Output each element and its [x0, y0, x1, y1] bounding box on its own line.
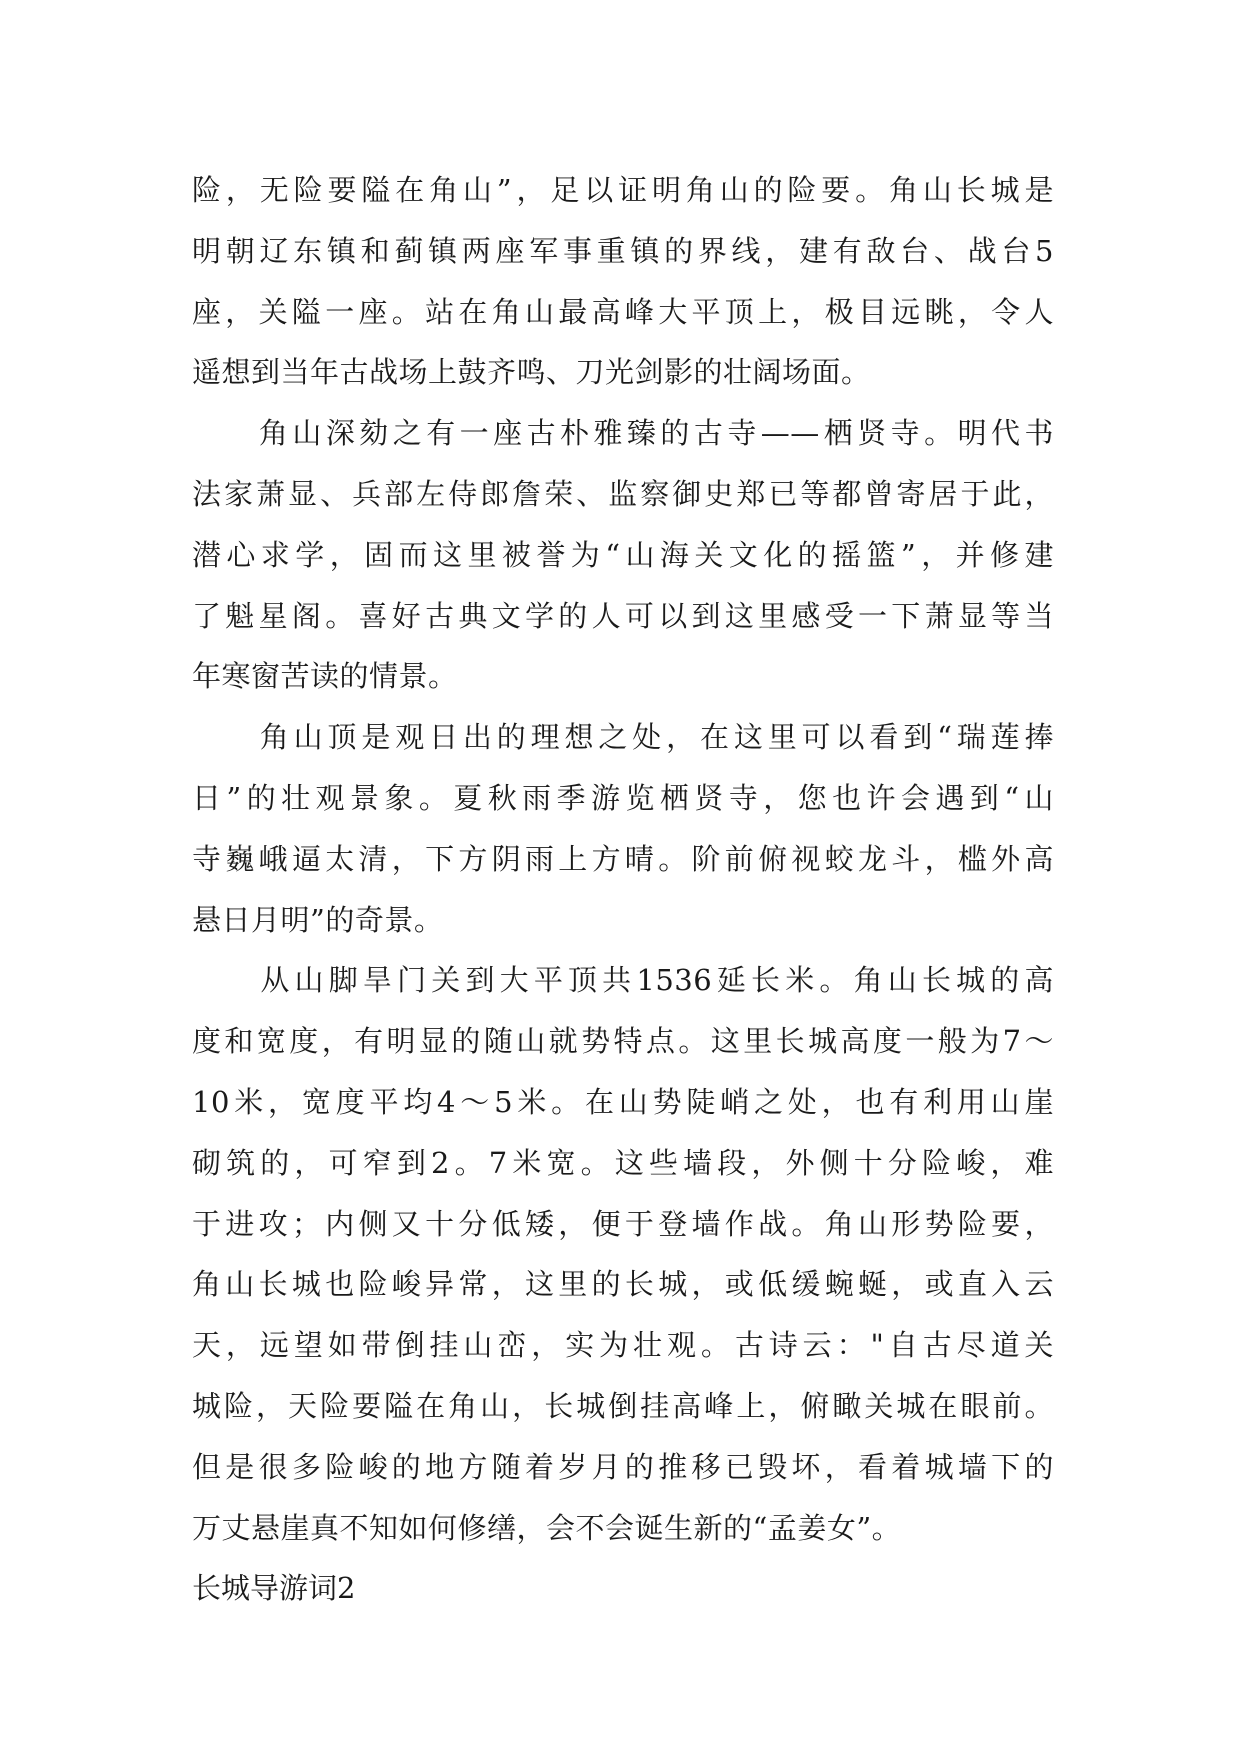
paragraph	[192, 950, 1054, 1558]
text-line: 明朝辽东镇和蓟镇两座军事重镇的界线，建有敌台、战台5	[192, 233, 1054, 268]
paragraph	[192, 403, 1054, 707]
text-line: 天，远望如带倒挂山峦，实为壮观。古诗云："自古尽道关	[192, 1328, 1054, 1363]
text-line: 寺巍峨逼太清，下方阴雨上方晴。阶前俯视蛟龙斗，槛外高	[192, 841, 1054, 876]
text-line: 角山深劾之有一座古朴雅臻的古寺——栖贤寺。明代书	[192, 416, 1054, 451]
section-heading: 长城导游词2	[192, 1571, 356, 1606]
text-line: 角山顶是观日出的理想之处，在这里可以看到“瑞莲捧	[192, 720, 1054, 755]
text-line: 从山脚旱门关到大平顶共1536延长米。角山长城的高	[192, 963, 1054, 998]
text-line: 险，无险要隘在角山”，足以证明角山的险要。角山长城是	[192, 173, 1054, 207]
text-line: 潜心求学，固而这里被誉为“山海关文化的摇篮”，并修建	[192, 537, 1054, 572]
paragraph	[192, 707, 1054, 950]
text-line: 度和宽度，有明显的随山就势特点。这里长城高度一般为7～	[192, 1024, 1054, 1059]
text-line: 遥想到当年古战场上鼓齐鸣、刀光剑影的壮阔场面。	[192, 355, 871, 390]
paragraph	[192, 160, 1054, 403]
text-line: 砌筑的，可窄到2。7米宽。这些墙段，外侧十分险峻，难	[192, 1145, 1054, 1180]
text-line: 悬日月明”的奇景。	[192, 902, 444, 937]
document-body	[192, 160, 1054, 1619]
text-line: 于进攻；内侧又十分低矮，便于登墙作战。角山形势险要，	[192, 1206, 1054, 1241]
text-line: 法家萧显、兵部左侍郎詹荣、监察御史郑已等都曾寄居于此，	[192, 476, 1054, 511]
text-line: 角山长城也险峻异常，这里的长城，或低缓蜿蜒，或直入云	[192, 1267, 1054, 1302]
text-line: 座，关隘一座。站在角山最高峰大平顶上，极目远眺，令人	[192, 294, 1054, 329]
text-line: 了魁星阁。喜好古典文学的人可以到这里感受一下萧显等当	[192, 598, 1054, 633]
text-line: 但是很多险峻的地方随着岁月的推移已毁坏，看着城墙下的	[192, 1449, 1054, 1484]
text-line: 10米，宽度平均4～5米。在山势陡峭之处，也有利用山崖	[192, 1084, 1054, 1119]
text-line: 年寒窗苦读的情景。	[192, 659, 458, 694]
text-line: 日”的壮观景象。夏秋雨季游览栖贤寺，您也许会遇到“山	[192, 780, 1054, 815]
text-line: 万丈悬崖真不知如何修缮，会不会诞生新的“孟姜女”。	[192, 1510, 902, 1545]
text-line: 城险，天险要隘在角山，长城倒挂高峰上，俯瞰关城在眼前。	[192, 1388, 1054, 1423]
